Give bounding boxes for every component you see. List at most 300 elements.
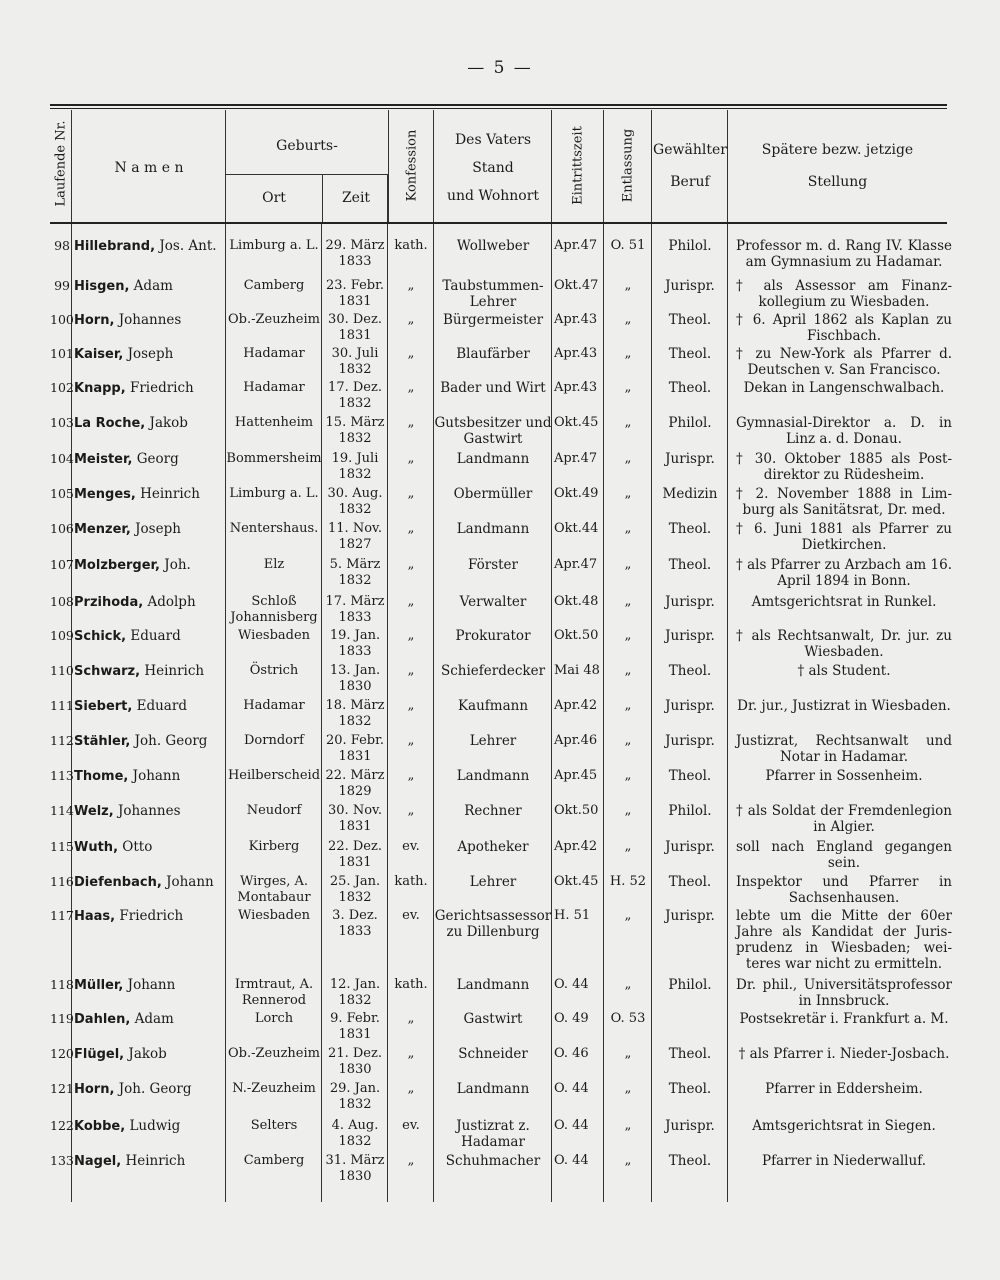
- entry-date: Apr.47: [554, 451, 598, 466]
- leave-date: „: [624, 486, 632, 501]
- entry-date: O. 49: [554, 1011, 589, 1026]
- table-row: [50, 594, 947, 628]
- entry-date: Okt.47: [554, 278, 599, 293]
- table-row: [50, 803, 952, 837]
- surname: Dahlen,: [74, 1012, 131, 1027]
- birth-date: 30. Dez. 1831: [328, 312, 382, 343]
- row-number: 122: [50, 1118, 74, 1133]
- chosen-profession: Theol.: [668, 1081, 712, 1097]
- table-row: [50, 839, 952, 873]
- birth-date: 19. Juli 1832: [331, 451, 379, 482]
- birth-place: Nentershaus.: [229, 521, 319, 536]
- table-row: [50, 698, 951, 732]
- leave-date: „: [624, 278, 632, 293]
- header-vater-2: Stand: [472, 160, 514, 176]
- birth-place: Ob.-Zeuzheim: [227, 1046, 320, 1061]
- person-name: [72, 594, 226, 611]
- entry-date: Apr.43: [554, 346, 598, 361]
- entry-date: Okt.50: [554, 803, 599, 818]
- chosen-profession: Philol.: [668, 415, 712, 431]
- surname: Thome,: [74, 769, 129, 784]
- leave-date: „: [624, 557, 632, 572]
- confession: „: [407, 451, 415, 466]
- person-name: [72, 663, 226, 680]
- surname: Hillebrand,: [74, 239, 156, 254]
- father-occupation: Landmann: [456, 521, 530, 537]
- leave-date: „: [624, 451, 632, 466]
- confession: „: [407, 380, 415, 395]
- confession: „: [407, 346, 415, 361]
- given-name: Eduard: [132, 698, 187, 714]
- header-col-ort: [226, 110, 322, 222]
- father-occupation: Landmann: [456, 1081, 530, 1097]
- entry-date: Apr.42: [554, 839, 598, 854]
- entry-date: O. 44: [554, 1118, 589, 1133]
- birth-date: 5. März 1832: [329, 557, 381, 588]
- father-occupation: Rechner: [464, 803, 522, 819]
- birth-date: 30. Nov. 1831: [328, 803, 382, 834]
- chosen-profession: Jurispr.: [665, 698, 715, 714]
- surname: Müller,: [74, 978, 124, 993]
- leave-date: „: [624, 628, 632, 643]
- birth-date: 19. Jan. 1833: [329, 628, 381, 659]
- person-name: [72, 312, 226, 329]
- person-name: [72, 380, 226, 397]
- row-number: 117: [50, 908, 74, 923]
- chosen-profession: Theol.: [668, 1153, 712, 1169]
- header-geburts: Geburts-: [276, 138, 338, 154]
- entry-date: Apr.43: [554, 380, 598, 395]
- header-namen: N a m e n: [114, 160, 184, 176]
- birth-place: Lorch: [254, 1011, 294, 1026]
- leave-date: „: [624, 415, 632, 430]
- row-number: 107: [50, 557, 74, 572]
- person-name: [72, 1153, 226, 1170]
- birth-date: 15. März 1832: [325, 415, 385, 446]
- leave-date: „: [624, 1046, 632, 1061]
- person-name: [72, 628, 226, 645]
- given-name: Heinrich: [121, 1153, 186, 1169]
- confession: „: [407, 312, 415, 327]
- confession: „: [407, 1153, 415, 1168]
- chosen-profession: Philol.: [668, 803, 712, 819]
- later-position: Dekan in Langenschwalbach.: [743, 380, 945, 396]
- row-number: 102: [50, 380, 74, 395]
- later-position: † 6. Juni 1881 als Pfarrer zu Dietkirchen.: [736, 521, 952, 553]
- given-name: Joseph: [130, 521, 181, 537]
- table-row: [50, 768, 947, 802]
- chosen-profession: Jurispr.: [665, 594, 715, 610]
- chosen-profession: Theol.: [668, 557, 712, 573]
- entry-date: Mai 48: [554, 663, 600, 678]
- row-number: 111: [50, 698, 74, 713]
- given-name: Friedrich: [115, 908, 184, 924]
- chosen-profession: Jurispr.: [665, 628, 715, 644]
- person-name: [72, 1118, 226, 1135]
- chosen-profession: Jurispr.: [665, 839, 715, 855]
- table-row: [50, 628, 952, 662]
- later-position: Amtsgerichtsrat in Siegen.: [752, 1118, 936, 1134]
- birth-place: Selters: [250, 1118, 298, 1133]
- leave-date: „: [624, 1118, 632, 1133]
- header-zeit: Zeit: [341, 190, 371, 206]
- header-entlassung: Entlassung: [620, 128, 636, 203]
- leave-date: „: [624, 803, 632, 818]
- top-rule-thin: [50, 108, 947, 109]
- entry-date: Apr.47: [554, 238, 598, 253]
- entry-date: Okt.49: [554, 486, 599, 501]
- given-name: Adolph: [143, 594, 196, 610]
- page-number: — 5 —: [467, 58, 533, 78]
- surname: Schwarz,: [74, 664, 141, 679]
- header-stellung-2: Stellung: [807, 174, 868, 190]
- birth-place: Hadamar: [243, 698, 305, 713]
- table-row: [50, 1118, 947, 1152]
- given-name: Friedrich: [125, 380, 194, 396]
- table-row: [50, 874, 952, 908]
- confession: „: [407, 594, 415, 609]
- birth-date: 30. Aug. 1832: [327, 486, 383, 517]
- leave-date: „: [624, 380, 632, 395]
- given-name: Joseph: [123, 346, 174, 362]
- row-number: 98: [54, 238, 70, 253]
- leave-date: „: [624, 733, 632, 748]
- header-col-entlassung: [604, 110, 652, 222]
- birth-date: 29. Jan. 1832: [329, 1081, 381, 1112]
- father-occupation: Landmann: [456, 768, 530, 784]
- person-name: [72, 1046, 226, 1063]
- later-position: Inspektor und Pfarrer in Sachsenhausen.: [736, 874, 952, 906]
- entry-date: Apr.43: [554, 312, 598, 327]
- confession: kath.: [394, 977, 428, 992]
- table-row: [50, 278, 952, 312]
- father-occupation: Apotheker: [457, 839, 529, 855]
- table-row: [50, 733, 952, 767]
- chosen-profession: Philol.: [668, 977, 712, 993]
- header-lfd-nr: Laufende Nr.: [53, 120, 69, 207]
- given-name: Johann: [128, 768, 181, 784]
- leave-date: „: [624, 312, 632, 327]
- father-occupation: Bürgermeister: [442, 312, 544, 328]
- birth-date: 30. Juli 1832: [331, 346, 379, 377]
- birth-place: Limburg a. L.: [229, 486, 319, 501]
- chosen-profession: Jurispr.: [665, 908, 715, 924]
- surname: Meister,: [74, 452, 133, 467]
- entry-date: Apr.47: [554, 557, 598, 572]
- birth-date: 22. März 1829: [325, 768, 385, 799]
- header-col-namen: [72, 110, 226, 222]
- row-number: 133: [50, 1153, 74, 1168]
- birth-date: 25. Jan. 1832: [329, 874, 381, 905]
- leave-date: O. 51: [610, 238, 646, 253]
- person-name: [72, 486, 226, 503]
- birth-place: Schloß Johannisberg: [230, 594, 318, 625]
- confession: „: [407, 1081, 415, 1096]
- confession: „: [407, 1011, 415, 1026]
- given-name: Eduard: [126, 628, 181, 644]
- leave-date: O. 53: [610, 1011, 646, 1026]
- row-number: 118: [50, 977, 74, 992]
- surname: Welz,: [74, 804, 114, 819]
- father-occupation: Landmann: [456, 451, 530, 467]
- surname: Hisgen,: [74, 279, 130, 294]
- later-position: † als Soldat der Fremdenlegion in Algier.: [736, 803, 952, 835]
- header-col-stellung: [728, 110, 947, 222]
- birth-place: Irmtraut, A. Rennerod: [234, 977, 314, 1008]
- surname: Menges,: [74, 487, 136, 502]
- confession: „: [407, 698, 415, 713]
- table-row: [50, 908, 952, 972]
- person-name: [72, 278, 226, 295]
- row-number: 120: [50, 1046, 74, 1061]
- birth-place: Ob.-Zeuzheim: [227, 312, 320, 327]
- surname: Knapp,: [74, 381, 126, 396]
- surname: Menzer,: [74, 522, 131, 537]
- later-position: † als Student.: [797, 663, 891, 679]
- entry-date: Okt.48: [554, 594, 599, 609]
- leave-date: „: [624, 663, 632, 678]
- surname: Kaiser,: [74, 347, 124, 362]
- father-occupation: Schneider: [458, 1046, 528, 1062]
- table-row: [50, 346, 952, 380]
- later-position: † 30. Oktober 1885 als Postdirektor zu Rüdesheim.: [736, 451, 952, 483]
- father-occupation: Wollweber: [456, 238, 530, 254]
- header-vater-1: Des Vaters: [454, 132, 532, 148]
- row-number: 105: [50, 486, 74, 501]
- father-occupation: Gerichtsassessor zu Dillenburg: [434, 908, 552, 940]
- header-col-konfession: [388, 110, 434, 222]
- later-position: † 6. April 1862 als Kaplan zu Fischbach.: [736, 312, 952, 344]
- father-occupation: Prokurator: [455, 628, 531, 644]
- leave-date: „: [624, 1153, 632, 1168]
- birth-date: 12. Jan. 1832: [329, 977, 381, 1008]
- birth-place: Hadamar: [243, 380, 305, 395]
- birth-place: Dorndorf: [243, 733, 304, 748]
- person-name: [72, 521, 226, 538]
- confession: „: [407, 278, 415, 293]
- leave-date: „: [624, 346, 632, 361]
- header-col-vater: [434, 110, 552, 222]
- entry-date: Okt.45: [554, 415, 599, 430]
- person-name: [72, 733, 226, 750]
- birth-date: 20. Febr. 1831: [325, 733, 385, 764]
- chosen-profession: Jurispr.: [665, 733, 715, 749]
- confession: „: [407, 663, 415, 678]
- father-occupation: Lehrer: [469, 733, 517, 749]
- entry-date: H. 51: [554, 908, 591, 923]
- table-row: [50, 663, 947, 697]
- person-name: [72, 557, 226, 574]
- confession: „: [407, 768, 415, 783]
- given-name: Johannes: [114, 312, 182, 328]
- row-number: 119: [50, 1011, 74, 1026]
- person-name: [72, 977, 226, 994]
- leave-date: „: [624, 698, 632, 713]
- header-stellung-1: Spätere bezw. jetzige: [761, 142, 914, 158]
- given-name: Georg: [132, 451, 179, 467]
- leave-date: „: [624, 521, 632, 536]
- birth-place: Limburg a. L.: [229, 238, 319, 253]
- header-col-eintritt: [552, 110, 604, 222]
- birth-place: Camberg: [243, 278, 305, 293]
- given-name: Jos. Ant.: [155, 238, 217, 254]
- person-name: [72, 803, 226, 820]
- given-name: Joh. Georg: [130, 733, 208, 749]
- entry-date: Apr.46: [554, 733, 598, 748]
- chosen-profession: Theol.: [668, 346, 712, 362]
- header-col-nr: [50, 110, 72, 222]
- confession: kath.: [394, 874, 428, 889]
- later-position: Pfarrer in Niederwalluf.: [761, 1153, 927, 1169]
- entry-date: Apr.45: [554, 768, 598, 783]
- table-row: [50, 415, 952, 449]
- later-position: Pfarrer in Sossenheim.: [765, 768, 923, 784]
- surname: Wuth,: [74, 840, 119, 855]
- birth-place: Wiesbaden: [237, 628, 311, 643]
- later-position: † als Pfarrer zu Arzbach am 16. April 1894 in Bonn.: [736, 557, 952, 589]
- birth-place: Elz: [263, 557, 285, 572]
- surname: Stähler,: [74, 734, 131, 749]
- birth-place: Östrich: [249, 663, 299, 678]
- person-name: [72, 768, 226, 785]
- leave-date: „: [624, 1081, 632, 1096]
- chosen-profession: Theol.: [668, 521, 712, 537]
- surname: Kobbe,: [74, 1119, 126, 1134]
- leave-date: „: [624, 908, 632, 923]
- father-occupation: Schuhmacher: [445, 1153, 541, 1169]
- given-name: Johannes: [113, 803, 181, 819]
- birth-place: Heilberscheid: [227, 768, 321, 783]
- confession: „: [407, 628, 415, 643]
- table-header: [50, 110, 947, 222]
- later-position: Dr. jur., Justizrat in Wiesbaden.: [737, 698, 951, 714]
- person-name: [72, 346, 226, 363]
- confession: ev.: [402, 908, 420, 923]
- table-row: [50, 1046, 950, 1080]
- later-position: † 2. November 1888 in Limburg als Sanitätsrat, Dr. med.: [736, 486, 952, 518]
- later-position: soll nach England gegangen sein.: [736, 839, 952, 871]
- given-name: Adam: [129, 278, 173, 294]
- chosen-profession: Jurispr.: [665, 451, 715, 467]
- leave-date: „: [624, 977, 632, 992]
- row-number: 108: [50, 594, 74, 609]
- birth-place: Bommersheim: [226, 451, 322, 466]
- top-double-rule: [50, 104, 947, 106]
- father-occupation: Obermüller: [453, 486, 533, 502]
- table-row: [50, 486, 952, 520]
- person-name: [72, 1011, 226, 1028]
- person-name: [72, 839, 226, 856]
- given-name: Otto: [118, 839, 153, 855]
- father-occupation: Schieferdecker: [440, 663, 546, 679]
- row-number: 109: [50, 628, 74, 643]
- later-position: Professor m. d. Rang IV. Klasse am Gymnasium zu Hadamar.: [736, 238, 952, 270]
- given-name: Jakob: [124, 1046, 167, 1062]
- confession: ev.: [402, 1118, 420, 1133]
- later-position: † als Pfarrer i. Nieder-Josbach.: [738, 1046, 950, 1062]
- confession: „: [407, 486, 415, 501]
- chosen-profession: Jurispr.: [665, 1118, 715, 1134]
- person-name: [72, 908, 226, 925]
- chosen-profession: Theol.: [668, 380, 712, 396]
- chosen-profession: Theol.: [668, 1046, 712, 1062]
- table-row: [50, 557, 952, 591]
- birth-place: N.-Zeuzheim: [232, 1081, 316, 1096]
- father-occupation: Taubstummen-Lehrer: [442, 278, 544, 310]
- later-position: Dr. phil., Universitätsprofessor in Innsbruck.: [736, 977, 952, 1009]
- father-occupation: Lehrer: [469, 874, 517, 890]
- later-position: † als Rechtsanwalt, Dr. jur. zu Wiesbaden.: [736, 628, 952, 660]
- birth-date: 29. März 1833: [325, 238, 385, 269]
- person-name: [72, 874, 226, 891]
- father-occupation: Gastwirt: [463, 1011, 523, 1027]
- birth-date: 23. Febr. 1831: [325, 278, 385, 309]
- row-number: 99: [54, 278, 70, 293]
- table-row: [50, 1011, 947, 1045]
- father-occupation: Gutsbesitzer und Gastwirt: [434, 415, 552, 447]
- given-name: Joh. Georg: [114, 1081, 192, 1097]
- surname: Schick,: [74, 629, 127, 644]
- given-name: Joh.: [160, 557, 191, 573]
- confession: „: [407, 521, 415, 536]
- person-name: [72, 698, 226, 715]
- leave-date: „: [624, 839, 632, 854]
- header-vater-3: und Wohnort: [446, 188, 540, 204]
- row-number: 104: [50, 451, 74, 466]
- entry-date: Apr.42: [554, 698, 598, 713]
- birth-place: Hattenheim: [234, 415, 314, 430]
- table-row: [50, 521, 952, 555]
- table-row: [50, 312, 952, 346]
- birth-place: Wiesbaden: [237, 908, 311, 923]
- later-position: † als Assessor am Finanzkollegium zu Wiesbaden.: [736, 278, 952, 310]
- row-number: 121: [50, 1081, 74, 1096]
- entry-date: O. 44: [554, 977, 589, 992]
- surname: Siebert,: [74, 699, 133, 714]
- table-row: [50, 380, 947, 414]
- given-name: Adam: [130, 1011, 174, 1027]
- leave-date: „: [624, 768, 632, 783]
- given-name: Heinrich: [135, 486, 200, 502]
- person-name: [72, 451, 226, 468]
- surname: Flügel,: [74, 1047, 125, 1062]
- chosen-profession: Theol.: [668, 874, 712, 890]
- birth-place: Neudorf: [246, 803, 302, 818]
- header-beruf-2: Beruf: [670, 174, 710, 190]
- leave-date: H. 52: [609, 874, 647, 889]
- birth-date: 11. Nov. 1827: [328, 521, 382, 552]
- row-number: 100: [50, 312, 74, 327]
- surname: Przihoda,: [74, 595, 144, 610]
- header-konfession: Konfession: [404, 129, 420, 202]
- confession: „: [407, 557, 415, 572]
- header-beruf-1: Gewählter: [653, 142, 727, 158]
- person-name: [72, 1081, 226, 1098]
- row-number: 116: [50, 874, 74, 889]
- entry-date: Okt.45: [554, 874, 599, 889]
- row-number: 106: [50, 521, 74, 536]
- header-ort: Ort: [262, 190, 286, 206]
- confession: „: [407, 415, 415, 430]
- father-occupation: Förster: [467, 557, 518, 573]
- confession: „: [407, 1046, 415, 1061]
- confession: ev.: [402, 839, 420, 854]
- surname: Molzberger,: [74, 558, 160, 573]
- later-position: † zu New-York als Pfarrer d. Deutschen v. San Francisco.: [736, 346, 952, 378]
- leave-date: „: [624, 594, 632, 609]
- table-row: [50, 1153, 947, 1187]
- father-occupation: Kaufmann: [457, 698, 529, 714]
